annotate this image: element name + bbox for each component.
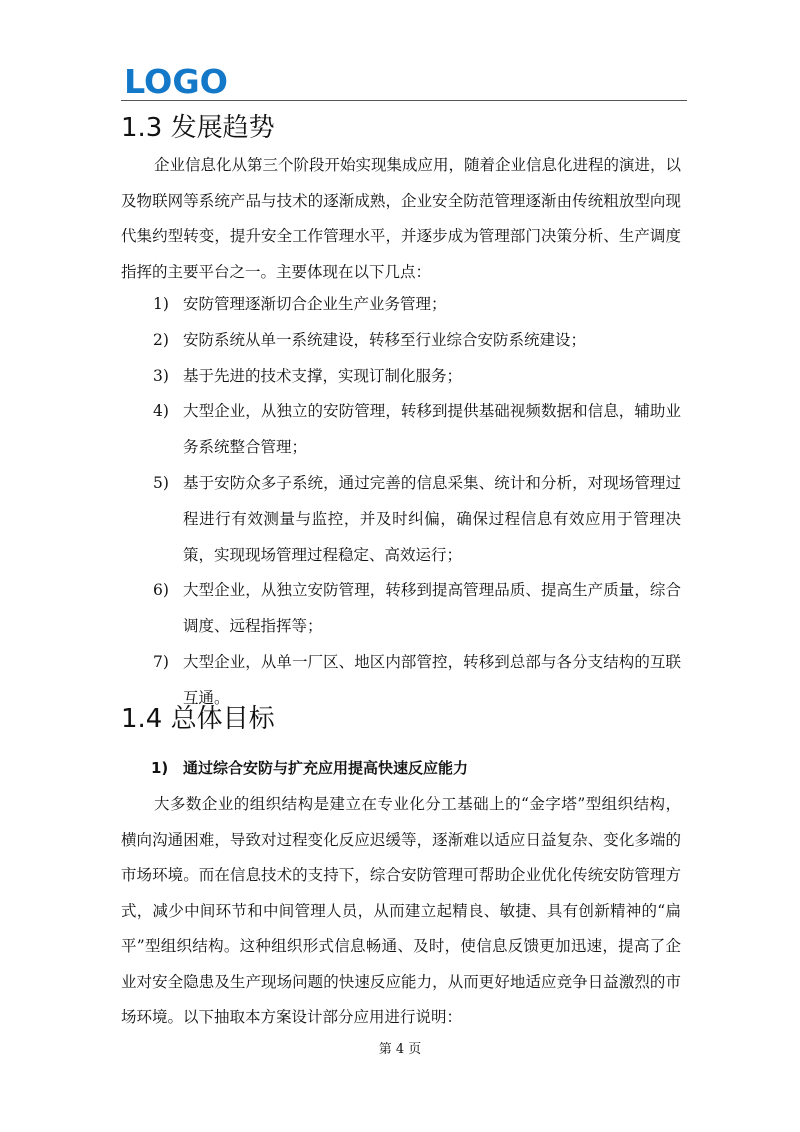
list-item-text: 大型企业，从单一厂区、地区内部管控，转移到总部与各分支结构的互联互通。 [183,652,681,707]
section-title-1-3: 1.3 发展趋势 [121,113,275,143]
list-item [121,287,687,323]
trend-list [121,287,687,717]
logo-text: LOGO [124,64,228,96]
list-item-text: 基于先进的技术支撑，实现订制化服务； [183,366,463,385]
header-divider [121,100,687,101]
list-item-number: 4) [153,402,169,421]
body-paragraph: 大多数企业的组织结构是建立在专业化分工基础上的“金字塔”型组织结构，横向沟通困难，导致对过程变化反应迟缓等，逐渐难以适应日益复杂、变化多端的市场环境。而在信息技术的支持下，综合安防管理可帮助企业优化传统安防管理方式，减少中间环节和中间管理人员，从而建立起精良、敏捷、具有创新精神的“扁平”型组织结构。这种组织形式信息畅通、及时，使信息反馈更加迅速，提高了企业对安全隐患及生产现场问题的快速反应能力，从而更好地适应竞争日益激烈的市场环境。以下抽取本方案设计部分应用进行说明： [121,795,681,1026]
list-item-text: 安防系统从单一系统建设，转移至行业综合安防系统建设； [183,330,587,349]
list-item [121,573,687,645]
list-item-number: 7) [153,652,169,671]
list-item [121,323,687,359]
list-item-number: 2) [153,330,169,349]
subsection-number: 1) [151,759,169,777]
section-title-1-4: 1.4 总体目标 [121,704,275,734]
logo [124,64,228,96]
list-item-number: 3) [153,366,169,385]
list-item [121,466,687,573]
list-item-text: 大型企业，从独立的安防管理，转移到提供基础视频数据和信息，辅助业务系统整合管理； [183,402,681,457]
list-item-text: 安防管理逐渐切合企业生产业务管理； [183,295,447,313]
list-item [121,359,687,395]
list-item-text: 大型企业，从独立安防管理，转移到提高管理品质、提高生产质量，综合调度、远程指挥等； [183,581,681,636]
subsection-title: 通过综合安防与扩充应用提高快速反应能力 [183,759,469,777]
list-item-text: 基于安防众多子系统，通过完善的信息采集、统计和分析，对现场管理过程进行有效测量与监控，并及时纠偏，确保过程信息有效应用于管理决策，实现现场管理过程稳定、高效运行； [183,473,681,564]
list-item-number: 6) [153,581,169,600]
page-number: 第 4 页 [378,1042,422,1057]
subsection-heading [151,753,468,783]
list-item-number: 5) [153,473,169,492]
list-item [121,394,687,466]
section-intro-paragraph: 企业信息化从第三个阶段开始实现集成应用，随着企业信息化进程的演进，以及物联网等系统产品与技术的逐渐成熟，企业安全防范管理逐渐由传统粗放型向现代集约型转变，提升安全工作管理水平，并逐步成为管理部门决策分析、生产调度指挥的主要平台之一。主要体现在以下几点： [121,156,682,281]
list-item-number: 1) [153,295,169,313]
